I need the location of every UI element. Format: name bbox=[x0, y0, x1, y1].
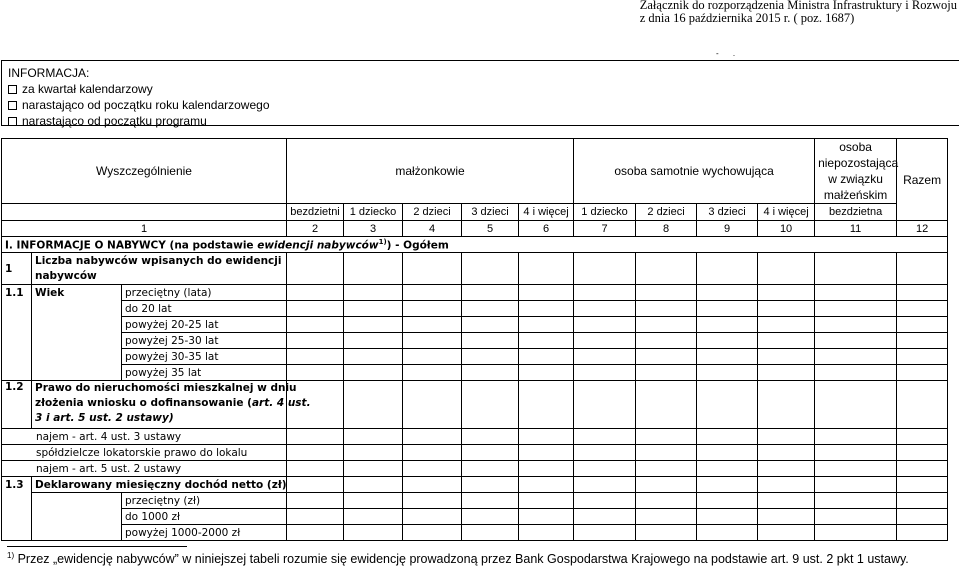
row-1-1-sub-4: powyżej 30-35 lat bbox=[122, 349, 287, 365]
row-1-1-sub-2: powyżej 20-25 lat bbox=[122, 317, 287, 333]
row-1-2-sub-0: najem - art. 4 ust. 3 ustawy bbox=[2, 429, 287, 445]
sub-married-4: 4 i więcej bbox=[519, 204, 574, 221]
info-option-year[interactable] bbox=[8, 97, 959, 113]
col-num-3: 3 bbox=[344, 221, 403, 237]
col-num-11: 11 bbox=[815, 221, 897, 237]
col-spec-header: Wyszczególnienie bbox=[2, 139, 287, 204]
row-1-2-sub-2: najem - art. 5 ust. 2 ustawy bbox=[2, 461, 287, 477]
row-1-3-num: 1.3 bbox=[2, 477, 32, 493]
footnote bbox=[7, 551, 909, 566]
row-1-1-sub-0: przeciętny (lata) bbox=[122, 285, 287, 301]
row-1-1-sub-1: do 20 lat bbox=[122, 301, 287, 317]
sub-single-0: 1 dziecko bbox=[574, 204, 636, 221]
sub-married-1: 1 dziecko bbox=[344, 204, 403, 221]
info-option-program[interactable] bbox=[8, 113, 959, 129]
col-num-1: 1 bbox=[2, 221, 287, 237]
col-total-header: Razem bbox=[897, 139, 948, 221]
footnote-marker: 1) bbox=[7, 551, 15, 560]
col-num-5: 5 bbox=[462, 221, 519, 237]
row-1-num: 1 bbox=[2, 253, 32, 285]
row-1-1-sub-3: powyżej 25-30 lat bbox=[122, 333, 287, 349]
footnote-divider bbox=[7, 546, 187, 547]
dash-mark: - . bbox=[716, 49, 742, 58]
info-option-quarter[interactable] bbox=[8, 81, 959, 97]
col-num-2: 2 bbox=[287, 221, 344, 237]
checkbox-icon[interactable] bbox=[8, 85, 17, 94]
section-1-title: I. INFORMACJE O NABYWCY (na podstawie ewidencji nabywców$^{1)}$) - Ogółem bbox=[2, 237, 948, 253]
row-1-2-label: Prawo do nieruchomości mieszkalnej w dniu złożenia wniosku o dofinansowanie (art. 4 ust. 3 i art. 5 ust. 2 ustawy) bbox=[32, 381, 287, 429]
col-num-8: 8 bbox=[636, 221, 697, 237]
buyers-table bbox=[1, 138, 948, 541]
row-1-label: Liczba nabywców wpisanych do ewidencji nabywców bbox=[32, 253, 287, 285]
col-num-7: 7 bbox=[574, 221, 636, 237]
row-1-2-sub-1: spółdzielcze lokatorskie prawo do lokalu bbox=[2, 445, 287, 461]
row-1-3-sub-0: przeciętny (zł) bbox=[122, 493, 287, 509]
col-num-4: 4 bbox=[403, 221, 462, 237]
col-num-10: 10 bbox=[758, 221, 815, 237]
row-1-2-num: 1.2 bbox=[2, 381, 32, 429]
sub-single-2: 3 dzieci bbox=[697, 204, 758, 221]
info-option-label: narastająco od początku programu bbox=[22, 114, 207, 128]
info-box bbox=[1, 60, 959, 126]
sub-married-3: 3 dzieci bbox=[462, 204, 519, 221]
column-number-row bbox=[2, 221, 948, 237]
header-line-2: z dnia 16 października 2015 r. ( poz. 1687) bbox=[639, 11, 855, 25]
info-option-label: za kwartał kalendarzowy bbox=[22, 82, 153, 96]
sub-single-3: 4 i więcej bbox=[758, 204, 815, 221]
footnote-text: Przez „ewidencję nabywców” w niniejszej tabeli rozumie się ewidencję prowadzoną przez Bank Gospodarstwa Krajowego na podstawie art. 9 ust. 2 pkt 1 ustawy. bbox=[14, 552, 909, 567]
sub-other: bezdzietna bbox=[815, 204, 897, 221]
row-1-3-sub-1: do 1000 zł bbox=[122, 509, 287, 525]
row-1-3-label: Deklarowany miesięczny dochód netto (zł) bbox=[32, 477, 287, 493]
group-other-header: osoba niepozostająca w związku małżeńskim bbox=[815, 139, 897, 204]
info-title: INFORMACJA: bbox=[8, 66, 90, 80]
sub-married-2: 2 dzieci bbox=[403, 204, 462, 221]
col-num-6: 6 bbox=[519, 221, 574, 237]
row-1-1-label: Wiek bbox=[32, 285, 122, 301]
document-header bbox=[640, 0, 957, 25]
checkbox-icon[interactable] bbox=[8, 117, 17, 126]
sub-married-0: bezdzietni bbox=[287, 204, 344, 221]
info-option-label: narastająco od początku roku kalendarzowego bbox=[22, 98, 270, 112]
row-1-1-num: 1.1 bbox=[2, 285, 32, 301]
checkbox-icon[interactable] bbox=[8, 101, 17, 110]
col-num-12: 12 bbox=[897, 221, 948, 237]
group-married-header: małżonkowie bbox=[287, 139, 574, 204]
col-num-9: 9 bbox=[697, 221, 758, 237]
row-1-3-sub-2: powyżej 1000-2000 zł bbox=[122, 525, 287, 541]
header-line-1: Załącznik do rozporządzenia Ministra Infrastruktury i Rozwoju bbox=[639, 0, 957, 12]
group-single-header: osoba samotnie wychowująca bbox=[574, 139, 815, 204]
row-1-1-sub-5: powyżej 35 lat bbox=[122, 365, 287, 381]
sub-single-1: 2 dzieci bbox=[636, 204, 697, 221]
